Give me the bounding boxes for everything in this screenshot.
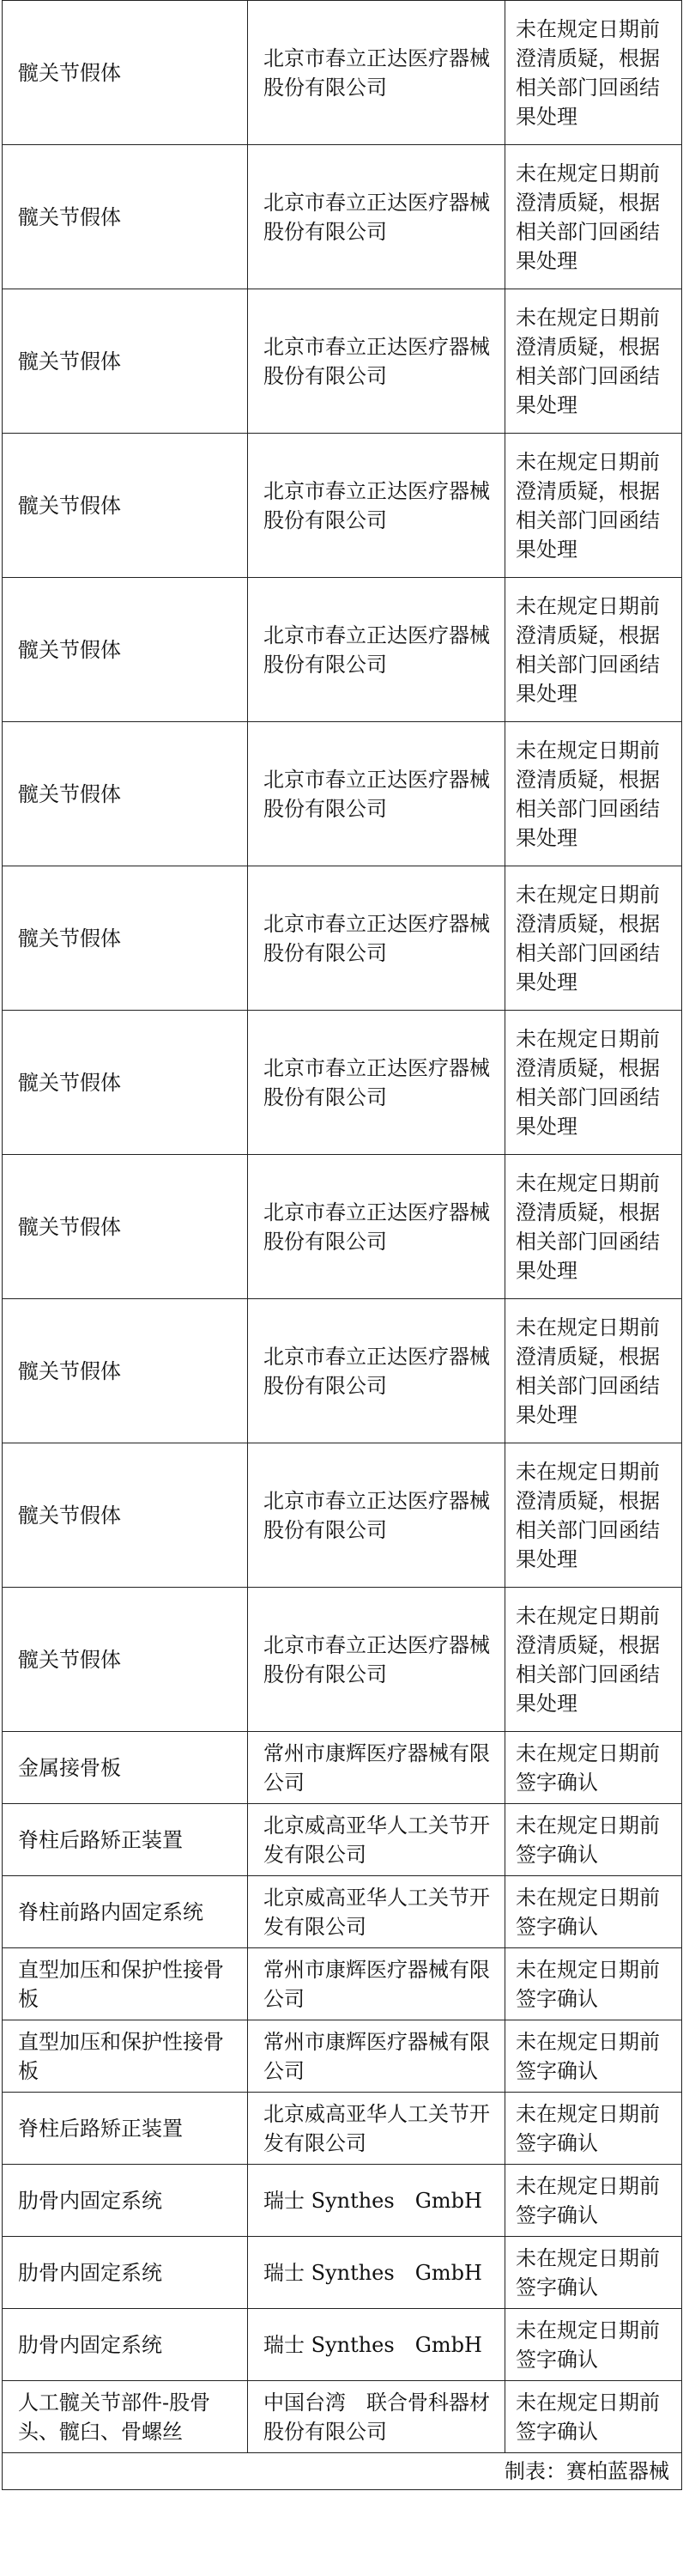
product-cell: 肋骨内固定系统	[3, 2165, 248, 2237]
table-row	[3, 722, 682, 866]
table-row	[3, 1299, 682, 1443]
company-cell: 北京市春立正达医疗器械股份有限公司	[248, 1443, 505, 1588]
product-cell: 肋骨内固定系统	[3, 2237, 248, 2309]
status-cell: 未在规定日期前澄清质疑，根据相关部门回函结果处理	[505, 434, 682, 578]
table-row	[3, 1155, 682, 1299]
table-row	[3, 1011, 682, 1155]
company-cell: 北京市春立正达医疗器械股份有限公司	[248, 1299, 505, 1443]
footer-row	[3, 2453, 682, 2490]
table-row	[3, 2093, 682, 2165]
table-body	[3, 1, 682, 2490]
company-cell: 常州市康辉医疗器械有限公司	[248, 2020, 505, 2093]
table-row	[3, 1876, 682, 1948]
product-cell: 髋关节假体	[3, 434, 248, 578]
table-row	[3, 1443, 682, 1588]
company-cell: 北京威高亚华人工关节开发有限公司	[248, 1876, 505, 1948]
table-row	[3, 1948, 682, 2020]
company-cell: 北京市春立正达医疗器械股份有限公司	[248, 866, 505, 1011]
table-row	[3, 866, 682, 1011]
table-row	[3, 2237, 682, 2309]
status-cell: 未在规定日期前澄清质疑，根据相关部门回函结果处理	[505, 1155, 682, 1299]
status-cell: 未在规定日期前签字确认	[505, 1876, 682, 1948]
product-cell: 髋关节假体	[3, 1588, 248, 1732]
company-cell: 北京市春立正达医疗器械股份有限公司	[248, 722, 505, 866]
product-cell: 髋关节假体	[3, 722, 248, 866]
company-cell: 北京市春立正达医疗器械股份有限公司	[248, 578, 505, 722]
status-cell: 未在规定日期前澄清质疑，根据相关部门回函结果处理	[505, 578, 682, 722]
status-cell: 未在规定日期前澄清质疑，根据相关部门回函结果处理	[505, 1011, 682, 1155]
status-cell: 未在规定日期前签字确认	[505, 1732, 682, 1804]
status-cell: 未在规定日期前签字确认	[505, 2020, 682, 2093]
status-cell: 未在规定日期前签字确认	[505, 2165, 682, 2237]
product-cell: 脊柱后路矫正装置	[3, 2093, 248, 2165]
company-cell: 瑞士 Synthes GmbH	[248, 2309, 505, 2381]
company-cell: 常州市康辉医疗器械有限公司	[248, 1732, 505, 1804]
company-cell: 瑞士 Synthes GmbH	[248, 2165, 505, 2237]
company-cell: 中国台湾 联合骨科器材股份有限公司	[248, 2381, 505, 2453]
product-cell: 髋关节假体	[3, 1011, 248, 1155]
table-row	[3, 434, 682, 578]
company-cell: 北京市春立正达医疗器械股份有限公司	[248, 1588, 505, 1732]
company-cell: 北京威高亚华人工关节开发有限公司	[248, 2093, 505, 2165]
status-cell: 未在规定日期前澄清质疑，根据相关部门回函结果处理	[505, 1588, 682, 1732]
product-cell: 髋关节假体	[3, 1443, 248, 1588]
company-cell: 北京市春立正达医疗器械股份有限公司	[248, 434, 505, 578]
product-cell: 髋关节假体	[3, 866, 248, 1011]
product-cell: 髋关节假体	[3, 145, 248, 289]
product-cell: 脊柱前路内固定系统	[3, 1876, 248, 1948]
status-cell: 未在规定日期前签字确认	[505, 2237, 682, 2309]
table-row	[3, 145, 682, 289]
product-cell: 脊柱后路矫正装置	[3, 1804, 248, 1876]
product-cell: 直型加压和保护性接骨板	[3, 1948, 248, 2020]
status-cell: 未在规定日期前澄清质疑，根据相关部门回函结果处理	[505, 866, 682, 1011]
product-cell: 髋关节假体	[3, 578, 248, 722]
table-row	[3, 2020, 682, 2093]
product-cell: 肋骨内固定系统	[3, 2309, 248, 2381]
status-cell: 未在规定日期前澄清质疑，根据相关部门回函结果处理	[505, 722, 682, 866]
status-cell: 未在规定日期前签字确认	[505, 1948, 682, 2020]
status-cell: 未在规定日期前澄清质疑，根据相关部门回函结果处理	[505, 1, 682, 145]
status-cell: 未在规定日期前澄清质疑，根据相关部门回函结果处理	[505, 1443, 682, 1588]
company-cell: 瑞士 Synthes GmbH	[248, 2237, 505, 2309]
company-cell: 北京市春立正达医疗器械股份有限公司	[248, 1155, 505, 1299]
status-cell: 未在规定日期前澄清质疑，根据相关部门回函结果处理	[505, 1299, 682, 1443]
table-row	[3, 289, 682, 434]
product-cell: 髋关节假体	[3, 1299, 248, 1443]
table-row	[3, 1588, 682, 1732]
status-cell: 未在规定日期前澄清质疑，根据相关部门回函结果处理	[505, 145, 682, 289]
table-row	[3, 2309, 682, 2381]
status-cell: 未在规定日期前签字确认	[505, 2093, 682, 2165]
table-row	[3, 1804, 682, 1876]
product-cell: 髋关节假体	[3, 289, 248, 434]
product-cell: 髋关节假体	[3, 1155, 248, 1299]
company-cell: 北京威高亚华人工关节开发有限公司	[248, 1804, 505, 1876]
company-cell: 北京市春立正达医疗器械股份有限公司	[248, 145, 505, 289]
product-cell: 髋关节假体	[3, 1, 248, 145]
company-cell: 北京市春立正达医疗器械股份有限公司	[248, 1, 505, 145]
table-footer: 制表：赛柏蓝器械	[3, 2453, 682, 2490]
status-cell: 未在规定日期前签字确认	[505, 2381, 682, 2453]
table-row	[3, 578, 682, 722]
product-cell: 人工髋关节部件-股骨头、髋臼、骨螺丝	[3, 2381, 248, 2453]
status-cell: 未在规定日期前澄清质疑，根据相关部门回函结果处理	[505, 289, 682, 434]
product-cell: 金属接骨板	[3, 1732, 248, 1804]
product-cell: 直型加压和保护性接骨板	[3, 2020, 248, 2093]
company-cell: 常州市康辉医疗器械有限公司	[248, 1948, 505, 2020]
table-row	[3, 2165, 682, 2237]
status-cell: 未在规定日期前签字确认	[505, 2309, 682, 2381]
company-cell: 北京市春立正达医疗器械股份有限公司	[248, 1011, 505, 1155]
company-cell: 北京市春立正达医疗器械股份有限公司	[248, 289, 505, 434]
device-table	[2, 0, 682, 2490]
table-row	[3, 1732, 682, 1804]
status-cell: 未在规定日期前签字确认	[505, 1804, 682, 1876]
table-row	[3, 2381, 682, 2453]
table-row	[3, 1, 682, 145]
